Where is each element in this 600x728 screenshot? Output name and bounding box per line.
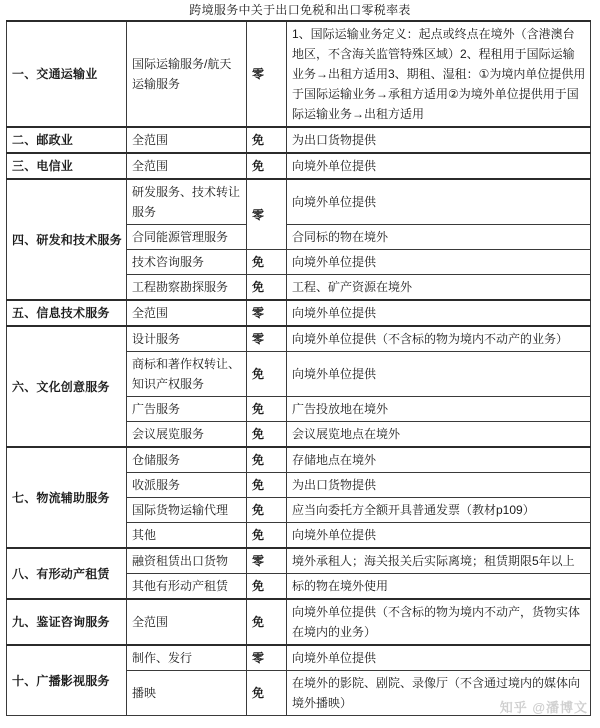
category-cell: 五、信息技术服务 — [7, 300, 127, 326]
tax-rate-cell: 零 — [247, 21, 287, 127]
category-cell: 四、研发和技术服务 — [7, 179, 127, 300]
table-row — [7, 447, 591, 473]
service-cell: 仓储服务 — [127, 447, 247, 473]
table-row — [7, 21, 591, 127]
description-cell: 存储地点在境外 — [287, 447, 591, 473]
tax-rate-cell: 免 — [247, 397, 287, 422]
tax-rate-cell: 免 — [247, 153, 287, 179]
description-cell: 境外承租人；海关报关后实际离境；租赁期限5年以上 — [287, 548, 591, 574]
service-cell: 制作、发行 — [127, 645, 247, 671]
tax-rate-cell: 免 — [247, 671, 287, 716]
category-cell: 十、广播影视服务 — [7, 645, 127, 716]
table-row — [7, 300, 591, 326]
service-cell: 研发服务、技术转让服务 — [127, 179, 247, 225]
watermark: 知乎 @潘博文 — [499, 700, 588, 715]
description-cell: 向境外单位提供 — [287, 352, 591, 397]
service-cell: 全范围 — [127, 599, 247, 645]
description-cell: 向境外单位提供 — [287, 153, 591, 179]
category-cell: 六、文化创意服务 — [7, 326, 127, 447]
tax-rate-cell: 免 — [247, 574, 287, 600]
service-cell: 工程勘察勘探服务 — [127, 275, 247, 301]
service-cell: 商标和著作权转让、知识产权服务 — [127, 352, 247, 397]
description-cell: 工程、矿产资源在境外 — [287, 275, 591, 301]
tax-rate-cell: 零 — [247, 548, 287, 574]
category-cell: 九、鉴证咨询服务 — [7, 599, 127, 645]
table-body — [7, 21, 591, 716]
tax-rate-cell: 免 — [247, 447, 287, 473]
service-cell: 融资租赁出口货物 — [127, 548, 247, 574]
service-cell: 其他 — [127, 523, 247, 549]
description-cell: 向境外单位提供 — [287, 300, 591, 326]
table-row — [7, 179, 591, 225]
description-cell: 向境外单位提供 — [287, 179, 591, 225]
tax-rate-cell: 免 — [247, 523, 287, 549]
table-row — [7, 645, 591, 671]
service-cell: 全范围 — [127, 153, 247, 179]
table-row — [7, 326, 591, 352]
description-cell: 向境外单位提供（不含标的物为境内不动产，货物实体在境内的业务） — [287, 599, 591, 645]
tax-rate-cell: 免 — [247, 422, 287, 448]
category-cell: 一、交通运输业 — [7, 21, 127, 127]
tax-rate-cell: 零 — [247, 300, 287, 326]
category-cell: 八、有形动产租赁 — [7, 548, 127, 599]
service-cell: 其他有形动产租赁 — [127, 574, 247, 600]
service-cell: 广告服务 — [127, 397, 247, 422]
service-cell: 收派服务 — [127, 473, 247, 498]
table-row — [7, 599, 591, 645]
service-cell: 合同能源管理服务 — [127, 225, 247, 250]
service-cell: 全范围 — [127, 300, 247, 326]
table-row — [7, 153, 591, 179]
description-cell: 合同标的物在境外 — [287, 225, 591, 250]
tax-table-container — [6, 20, 590, 716]
tax-rate-cell: 免 — [247, 250, 287, 275]
tax-rate-cell: 零 — [247, 179, 287, 250]
tax-rate-cell: 免 — [247, 275, 287, 301]
description-cell: 标的物在境外使用 — [287, 574, 591, 600]
description-cell: 向境外单位提供 — [287, 645, 591, 671]
service-cell: 国际运输服务/航天运输服务 — [127, 21, 247, 127]
tax-rate-cell: 免 — [247, 127, 287, 153]
tax-rate-cell: 免 — [247, 498, 287, 523]
service-cell: 播映 — [127, 671, 247, 716]
description-cell: 向境外单位提供 — [287, 523, 591, 549]
service-cell: 国际货物运输代理 — [127, 498, 247, 523]
description-cell: 1、国际运输业务定义：起点或终点在境外（含港澳台地区，不含海关监管特殊区域）2、程租用于国际运输业务→出租方适用3、期租、湿租：①为境内单位提供用于国际运输业务→承租方适用②为境外单位提供用于国际运输业务→出租方适用 — [287, 21, 591, 127]
table-row — [7, 127, 591, 153]
tax-rate-cell: 免 — [247, 352, 287, 397]
tax-rate-cell: 免 — [247, 473, 287, 498]
tax-rate-cell: 零 — [247, 326, 287, 352]
service-cell: 技术咨询服务 — [127, 250, 247, 275]
category-cell: 二、邮政业 — [7, 127, 127, 153]
category-cell: 三、电信业 — [7, 153, 127, 179]
service-cell: 会议展览服务 — [127, 422, 247, 448]
category-cell: 七、物流辅助服务 — [7, 447, 127, 548]
description-cell: 广告投放地在境外 — [287, 397, 591, 422]
tax-rate-cell: 零 — [247, 645, 287, 671]
table-row — [7, 548, 591, 574]
service-cell: 全范围 — [127, 127, 247, 153]
page-title: 跨境服务中关于出口免税和出口零税率表 — [189, 3, 411, 17]
description-cell: 向境外单位提供 — [287, 250, 591, 275]
description-cell: 为出口货物提供 — [287, 473, 591, 498]
service-cell: 设计服务 — [127, 326, 247, 352]
cross-border-service-tax-table — [6, 20, 591, 716]
description-cell: 会议展览地点在境外 — [287, 422, 591, 448]
description-cell: 应当向委托方全额开具普通发票（教材p109） — [287, 498, 591, 523]
tax-rate-cell: 免 — [247, 599, 287, 645]
description-cell: 为出口货物提供 — [287, 127, 591, 153]
description-cell: 向境外单位提供（不含标的物为境内不动产的业务） — [287, 326, 591, 352]
description-cell: 在境外的影院、剧院、录像厅（不含通过境内的媒体向境外播映） — [287, 671, 591, 716]
